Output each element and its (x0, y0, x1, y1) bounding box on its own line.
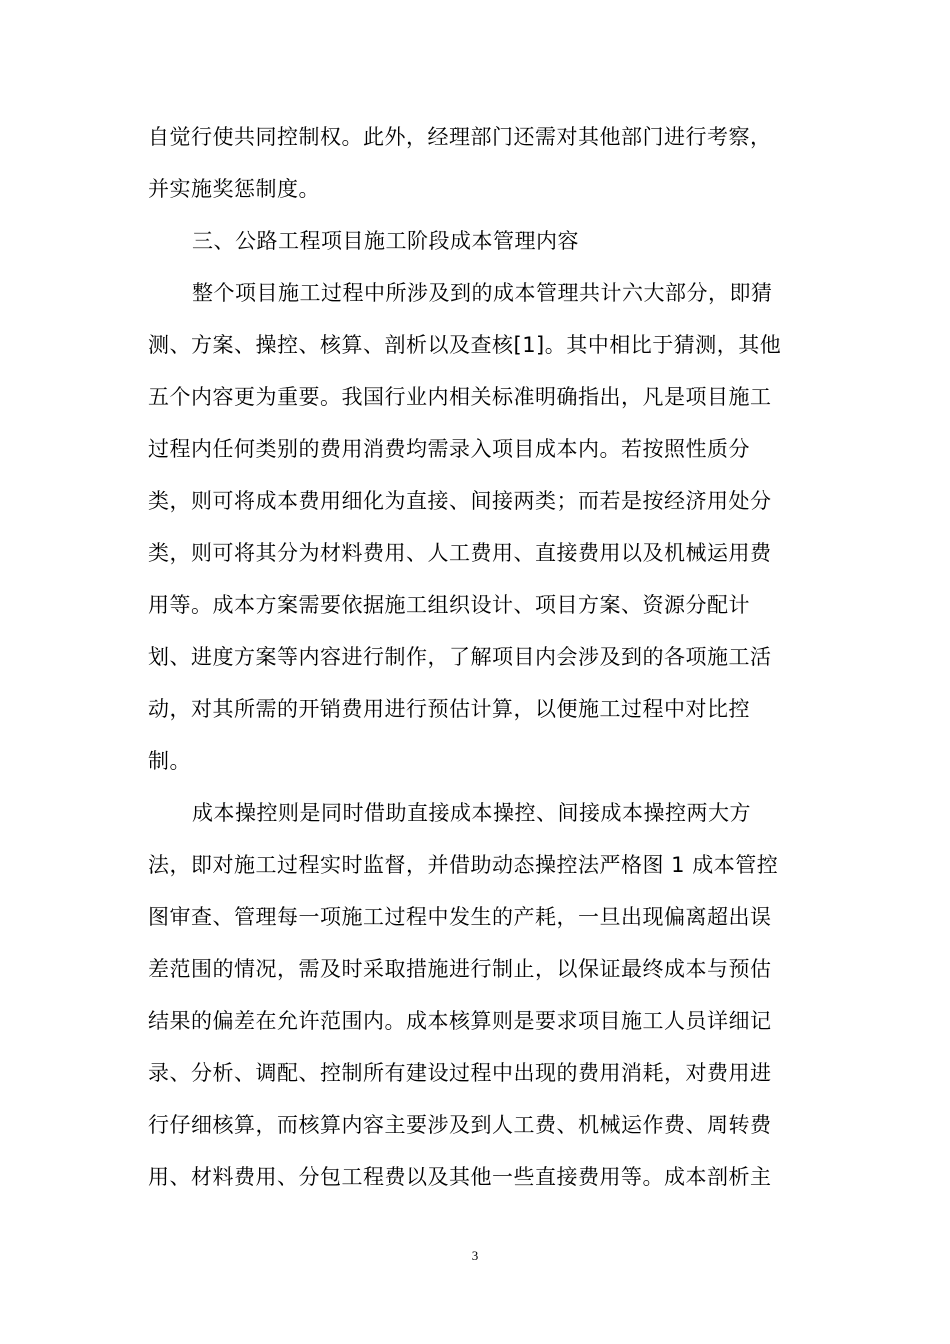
text-line: 录、分析、调配、控制所有建设过程中出现的费用消耗，对费用进 (148, 1061, 772, 1085)
text-line: 制。 (148, 749, 191, 773)
text-line: 测、方案、操控、核算、剖析以及查核[1]。其中相比于猜测，其他 (148, 333, 782, 357)
text-line: 差范围的情况，需及时采取措施进行制止，以保证最终成本与预估 (148, 957, 772, 981)
text-line: 划、进度方案等内容进行制作，了解项目内会涉及到的各项施工活 (148, 645, 772, 669)
text-line: 类，则可将成本费用细化为直接、间接两类；而若是按经济用处分 (148, 489, 772, 513)
text-line: 整个项目施工过程中所涉及到的成本管理共计六大部分，即猜 (192, 281, 773, 305)
text-line: 类，则可将其分为材料费用、人工费用、直接费用以及机械运用费 (148, 541, 772, 565)
text-line: 五个内容更为重要。我国行业内相关标准明确指出，凡是项目施工 (148, 385, 772, 409)
text-line: 自觉行使共同控制权。此外，经理部门还需对其他部门进行考察， (148, 125, 772, 149)
section-heading: 三、公路工程项目施工阶段成本管理内容 (192, 229, 579, 253)
text-line: 过程内任何类别的费用消费均需录入项目成本内。若按照性质分 (148, 437, 750, 461)
text-line: 用等。成本方案需要依据施工组织设计、项目方案、资源分配计 (148, 593, 750, 617)
text-line: 动，对其所需的开销费用进行预估计算，以便施工过程中对比控 (148, 697, 750, 721)
text-line: 图审查、管理每一项施工过程中发生的产耗，一旦出现偏离超出误 (148, 905, 772, 929)
text-line: 行仔细核算，而核算内容主要涉及到人工费、机械运作费、周转费 (148, 1113, 772, 1137)
page-number: 3 (471, 1248, 479, 1263)
text-line: 结果的偏差在允许范围内。成本核算则是要求项目施工人员详细记 (148, 1009, 772, 1033)
text-line: 法，即对施工过程实时监督，并借助动态操控法严格图 1 成本管控 (148, 853, 779, 877)
text-line: 成本操控则是同时借助直接成本操控、间接成本操控两大方 (192, 801, 751, 825)
text-line: 并实施奖惩制度。 (148, 177, 320, 201)
text-line: 用、材料费用、分包工程费以及其他一些直接费用等。成本剖析主 (148, 1165, 772, 1189)
